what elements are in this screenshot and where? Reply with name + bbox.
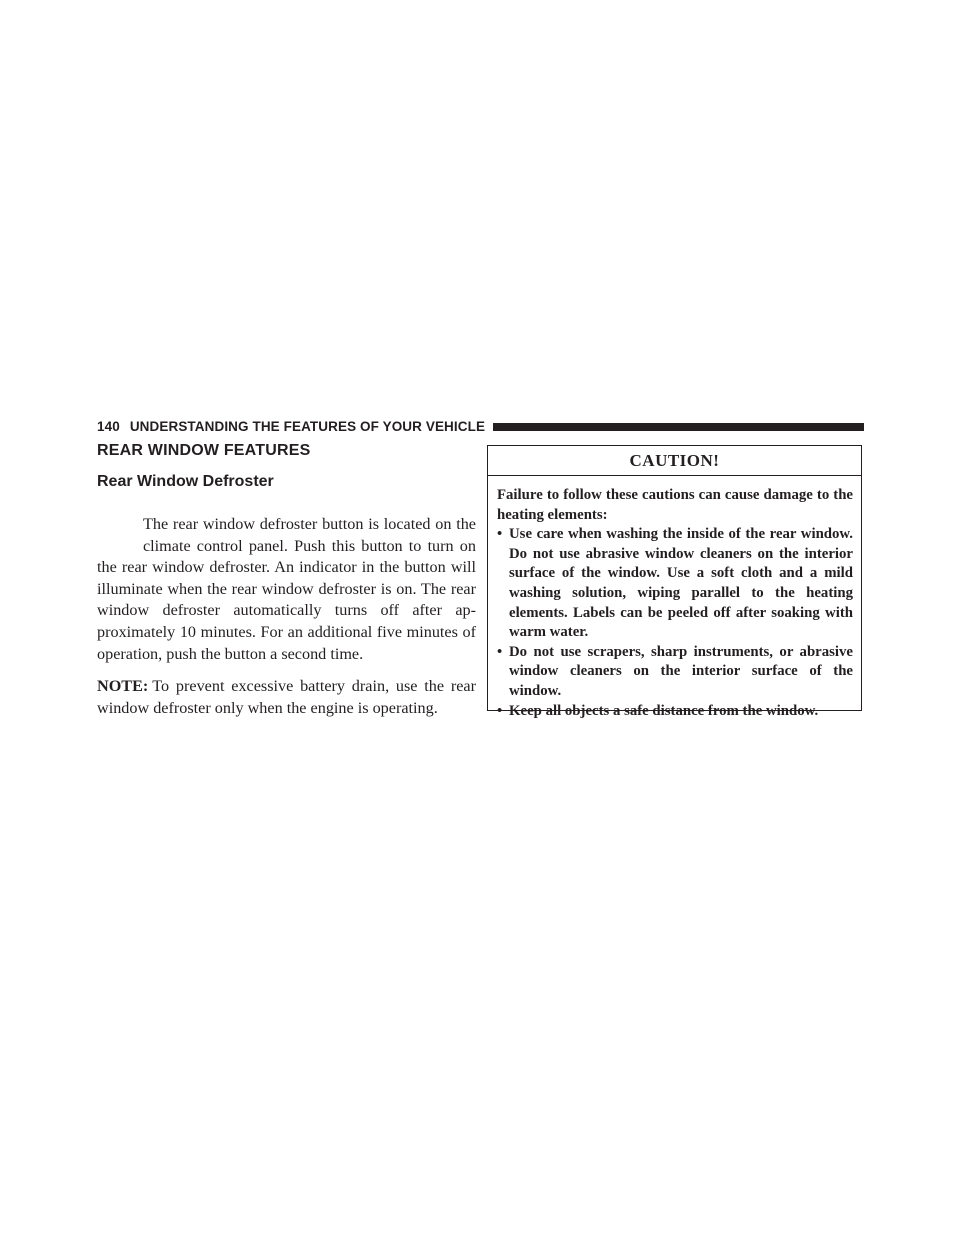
- running-title: UNDERSTANDING THE FEATURES OF YOUR VEHICLE: [129, 418, 486, 434]
- defroster-paragraph-text: The rear window defroster button is located on the climate control panel. Push this button to turn on the rear window defroster. An indicator in the button will illuminate when the rear window defroster is on. The rear window defroster automatically turns off after ap-proximately 10 minutes. For an additional five minutes of operation, push the button a second time.: [97, 515, 476, 663]
- caution-item: [497, 702, 853, 722]
- defroster-paragraph: [97, 514, 476, 665]
- caution-intro: Failure to follow these cautions can cause damage to the heating elements:: [497, 487, 853, 523]
- section-title: REAR WINDOW FEATURES: [97, 442, 311, 459]
- caution-box: [487, 445, 862, 719]
- caution-item-text: Use care when washing the inside of the rear window. Do not use abrasive window cleaners on the interior surface of the window. Use a soft cloth and a mild washing solution, wiping parallel to the heating elements. Labels can be peeled off after soaking with warm water.: [509, 526, 853, 641]
- bullet-icon: •: [497, 643, 503, 660]
- rear-defroster-icon: [97, 514, 143, 556]
- page-header: [97, 417, 864, 435]
- bullet-icon: •: [497, 702, 503, 719]
- caution-list: [497, 525, 853, 721]
- note-text: To prevent excessive battery drain, use the rear window defroster only when the engine is operating.: [97, 677, 476, 717]
- header-rule: [493, 423, 864, 431]
- caution-item-text: Keep all objects a safe distance from the window.: [509, 702, 819, 719]
- caution-item-text: Do not use scrapers, sharp instruments, or abrasive window cleaners on the interior surface of the window.: [509, 643, 853, 699]
- note-paragraph: [97, 676, 476, 719]
- left-column: [97, 441, 476, 719]
- caution-body: [488, 476, 861, 721]
- page-number: 140: [97, 418, 120, 434]
- bullet-icon: •: [497, 526, 503, 543]
- caution-item: [497, 643, 853, 702]
- caution-item: [497, 525, 853, 643]
- caution-title: CAUTION!: [488, 446, 861, 476]
- note-label: NOTE:: [97, 677, 149, 696]
- subsection-title: Rear Window Defroster: [97, 473, 274, 490]
